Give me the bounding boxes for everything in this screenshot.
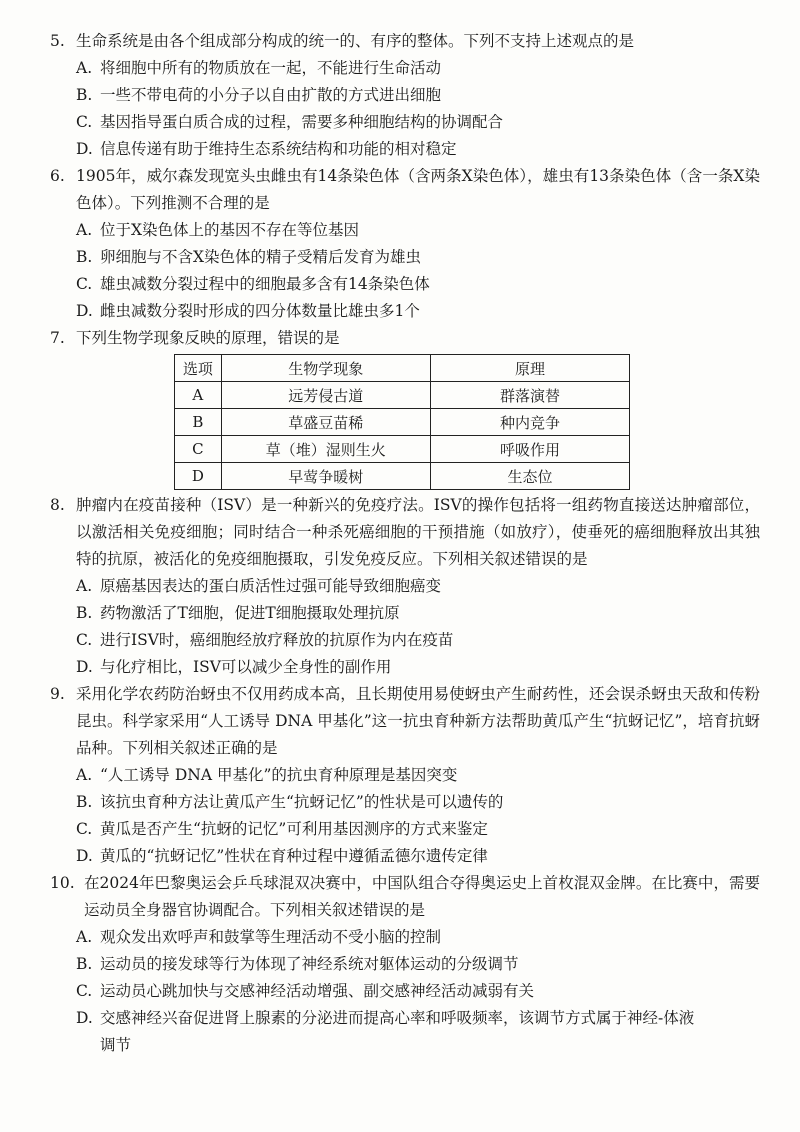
option-d: D. 与化疗相比，ISV可以减少全身性的副作用	[76, 658, 392, 676]
question-5	[50, 28, 760, 163]
question-8	[50, 492, 760, 681]
question-number: 10.	[50, 874, 75, 892]
option-b: B. 该抗虫育种方法让黄瓜产生“抗蚜记忆”的性状是可以遗传的	[76, 793, 504, 811]
table-cell: 草（堆）湿则生火	[221, 436, 430, 463]
table-cell: 远芳侵古道	[221, 382, 430, 409]
table-cell: 种内竞争	[430, 409, 629, 436]
question-number: 5.	[50, 32, 65, 50]
question-number: 7.	[50, 329, 65, 347]
question-stem: 采用化学农药防治蚜虫不仅用药成本高，且长期使用易使蚜虫产生耐药性，还会误杀蚜虫天敌和传粉昆虫。科学家采用“人工诱导 DNA 甲基化”这一抗虫育种新方法帮助黄瓜产生“抗蚜记忆”，培育抗蚜品种。下列相关叙述正确的是	[76, 685, 760, 757]
table-row	[175, 463, 630, 490]
table-cell: C	[175, 436, 222, 463]
question-7	[50, 325, 760, 490]
table-cell: 草盛豆苗稀	[221, 409, 430, 436]
option-c: C. 黄瓜是否产生“抗蚜的记忆”可利用基因测序的方式来鉴定	[76, 820, 488, 838]
option-a: A. “人工诱导 DNA 甲基化”的抗虫育种原理是基因突变	[76, 766, 458, 784]
option-a: A. 将细胞中所有的物质放在一起，不能进行生命活动	[76, 59, 442, 77]
table-header: 选项	[175, 355, 222, 382]
option-c: C. 进行ISV时，癌细胞经放疗释放的抗原作为内在疫苗	[76, 631, 454, 649]
question-10	[50, 870, 760, 1059]
table-cell: D	[175, 463, 222, 490]
question-stem: 1905年，威尔森发现宽头虫雌虫有14条染色体（含两条X染色体），雄虫有13条染色体（含一条X染色体）。下列推测不合理的是	[76, 167, 760, 212]
option-c: C. 雄虫减数分裂过程中的细胞最多含有14条染色体	[76, 275, 430, 293]
table-row	[175, 382, 630, 409]
question-number: 9.	[50, 685, 65, 703]
option-d-continuation: 调节	[100, 1036, 132, 1054]
question-stem: 肿瘤内在疫苗接种（ISV）是一种新兴的免疫疗法。ISV的操作包括将一组药物直接送达肿瘤部位，以激活相关免疫细胞；同时结合一种杀死癌细胞的干预措施（如放疗），使垂死的癌细胞释放出其独特的抗原，被活化的免疫细胞摄取，引发免疫反应。下列相关叙述错误的是	[76, 496, 760, 568]
table-cell: A	[175, 382, 222, 409]
table-header-row	[175, 355, 630, 382]
option-d: D. 雌虫减数分裂时形成的四分体数量比雄虫多1个	[76, 302, 420, 320]
option-d: D. 交感神经兴奋促进肾上腺素的分泌进而提高心率和呼吸频率，该调节方式属于神经-体液	[76, 1009, 695, 1027]
question-stem: 下列生物学现象反映的原理，错误的是	[76, 329, 340, 347]
question-stem: 在2024年巴黎奥运会乒乓球混双决赛中，中国队组合夺得奥运史上首枚混双金牌。在比赛中，需要运动员全身器官协调配合。下列相关叙述错误的是	[84, 874, 760, 919]
option-c: C. 运动员心跳加快与交感神经活动增强、副交感神经活动减弱有关	[76, 982, 535, 1000]
option-c: C. 基因指导蛋白质合成的过程，需要多种细胞结构的协调配合	[76, 113, 504, 131]
table-row	[175, 409, 630, 436]
option-a: A. 位于X染色体上的基因不存在等位基因	[76, 221, 360, 239]
table-cell: 早莺争暖树	[221, 463, 430, 490]
option-a: A. 原癌基因表达的蛋白质活性过强可能导致细胞癌变	[76, 577, 442, 595]
table-cell: B	[175, 409, 222, 436]
option-a: A. 观众发出欢呼声和鼓掌等生理活动不受小脑的控制	[76, 928, 442, 946]
table-header: 原理	[430, 355, 629, 382]
option-b: B. 一些不带电荷的小分子以自由扩散的方式进出细胞	[76, 86, 442, 104]
table-row	[175, 436, 630, 463]
table-cell: 呼吸作用	[430, 436, 629, 463]
option-b: B. 运动员的接发球等行为体现了神经系统对躯体运动的分级调节	[76, 955, 519, 973]
table-header: 生物学现象	[221, 355, 430, 382]
option-b: B. 药物激活了T细胞，促进T细胞摄取处理抗原	[76, 604, 400, 622]
question-6	[50, 163, 760, 325]
question-9	[50, 681, 760, 870]
table-cell: 生态位	[430, 463, 629, 490]
question-number: 8.	[50, 496, 65, 514]
option-d: D. 信息传递有助于维持生态系统结构和功能的相对稳定	[76, 140, 457, 158]
option-b: B. 卵细胞与不含X染色体的精子受精后发育为雄虫	[76, 248, 422, 266]
table-cell: 群落演替	[430, 382, 629, 409]
question-stem: 生命系统是由各个组成部分构成的统一的、有序的整体。下列不支持上述观点的是	[76, 32, 635, 50]
principle-table	[174, 354, 630, 490]
question-number: 6.	[50, 167, 65, 185]
option-d: D. 黄瓜的“抗蚜记忆”性状在育种过程中遵循孟德尔遗传定律	[76, 847, 488, 865]
